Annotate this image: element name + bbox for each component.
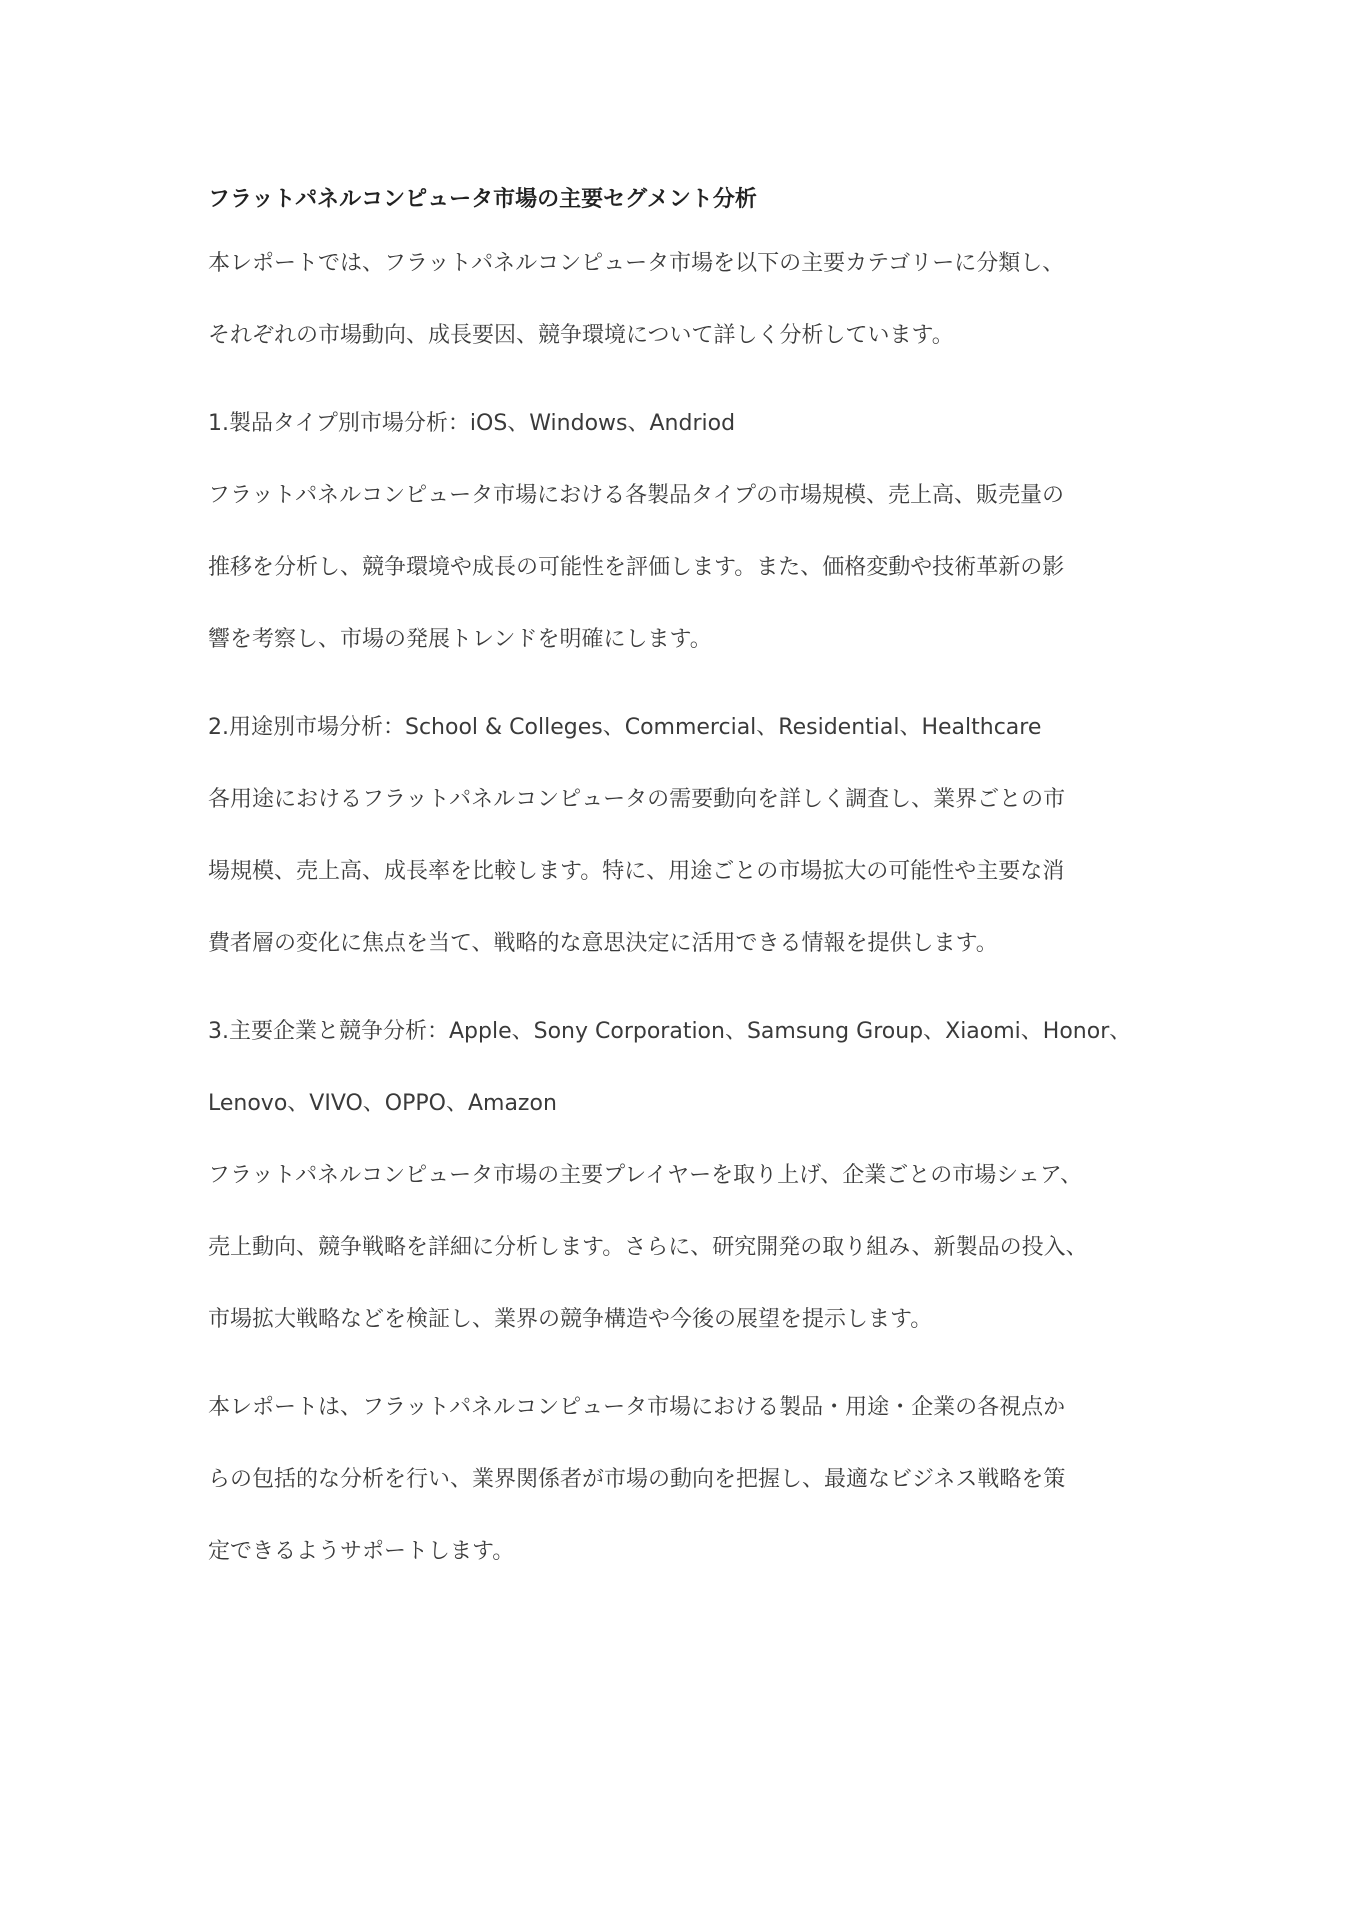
conclusion-line: らの包括的な分析を行い、業界関係者が市場の動向を把握し、最適なビジネス戦略を策 [208,1467,1066,1492]
intro-line: 本レポートでは、フラットパネルコンピュータ市場を以下の主要カテゴリーに分類し、 [208,251,1065,276]
section-heading: 1.製品タイプ別市場分析：iOS、Windows、Andriod [208,411,736,436]
section-body-line: 市場拡大戦略などを検証し、業界の競争構造や今後の展望を提示します。 [208,1307,933,1332]
section-body-line: 推移を分析し、競争環境や成長の可能性を評価します。また、価格変動や技術革新の影 [208,555,1065,580]
section-body-line: 売上動向、競争戦略を詳細に分析します。さらに、研究開発の取り組み、新製品の投入、 [208,1235,1088,1260]
section-body-line: フラットパネルコンピュータ市場における各製品タイプの市場規模、売上高、販売量の [208,483,1065,508]
section-body-line: 場規模、売上高、成長率を比較します。特に、用途ごとの市場拡大の可能性や主要な消 [208,859,1065,884]
section-body-line: 費者層の変化に焦点を当て、戦略的な意思決定に活用できる情報を提供します。 [208,931,998,956]
section-companies [208,1012,1168,1340]
section-body-line: 響を考察し、市場の発展トレンドを明確にします。 [208,627,712,652]
section-application [208,708,1168,964]
document-title: フラットパネルコンピュータ市場の主要セグメント分析 [208,187,757,212]
conclusion-line: 本レポートは、フラットパネルコンピュータ市場における製品・用途・企業の各視点か [208,1395,1066,1420]
intro-line: それぞれの市場動向、成長要因、競争環境について詳しく分析しています。 [208,323,954,348]
conclusion-line: 定できるようサポートします。 [208,1539,515,1564]
section-product-type [208,404,1168,660]
section-heading: 2.用途別市場分析：School & Colleges、Commercial、Residential、Healthcare [208,715,1042,740]
section-body-line: フラットパネルコンピュータ市場の主要プレイヤーを取り上げ、企業ごとの市場シェア、 [208,1163,1083,1188]
conclusion-paragraph [208,1388,1168,1572]
section-heading: Lenovo、VIVO、OPPO、Amazon [208,1091,557,1116]
section-body-line: 各用途におけるフラットパネルコンピュータの需要動向を詳しく調査し、業界ごとの市 [208,787,1066,812]
section-heading: 3.主要企業と競争分析：Apple、Sony Corporation、Samsung Group、Xiaomi、Honor、 [208,1019,1132,1044]
intro-paragraph [208,244,1168,356]
document-content [208,180,1168,1604]
